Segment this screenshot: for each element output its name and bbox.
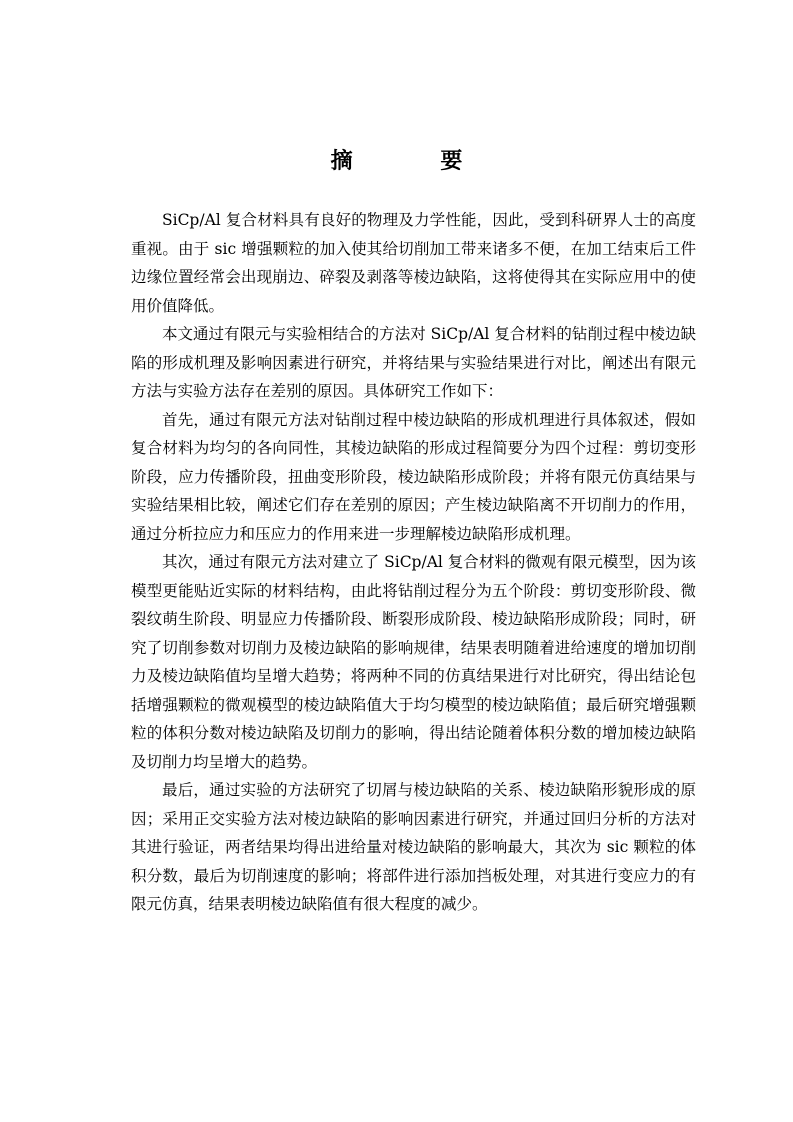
paragraph: 首先，通过有限元方法对钻削过程中棱边缺陷的形成机理进行具体叙述，假如复合材料为均匀的各向同性，其棱边缺陷的形成过程简要分为四个过程：剪切变形阶段，应力传播阶段，扭曲变形阶段，棱边缺陷形成阶段；并将有限元仿真结果与实验结果相比较，阐述它们存在差别的原因；产生棱边缺陷离不开切削力的作用，通过分析拉应力和压应力的作用来进一步理解棱边缺陷形成机理。 xyxy=(131,410,696,543)
abstract-body xyxy=(131,206,696,919)
paragraph: 最后，通过实验的方法研究了切屑与棱边缺陷的关系、棱边缺陷形貌形成的原因；采用正交实验方法对棱边缺陷的影响因素进行研究，并通过回归分析的方法对其进行验证，两者结果均得出进给量对棱边缺陷的影响最大，其次为 sic 颗粒的体积分数，最后为切削速度的影响；将部件进行添加挡板处理，对其进行变应力的有限元仿真，结果表明棱边缺陷值有很大程度的减少。 xyxy=(131,781,696,913)
page-title: 摘 要 xyxy=(330,149,503,174)
paragraph: SiCp/Al 复合材料具有良好的物理及力学性能，因此，受到科研界人士的高度重视。由于 sic 增强颗粒的加入使其给切削加工带来诸多不便，在加工结束后工件边缘位置经常会出现崩边、碎裂及剥落等棱边缺陷，这将使得其在实际应用中的使用价值降低。 xyxy=(131,211,696,315)
paragraph: 本文通过有限元与实验相结合的方法对 SiCp/Al 复合材料的钻削过程中棱边缺陷的形成机理及影响因素进行研究，并将结果与实验结果进行对比，阐述出有限元方法与实验方法存在差别的原因。具体研究工作如下： xyxy=(131,325,696,400)
paragraph: 其次，通过有限元方法对建立了 SiCp/Al 复合材料的微观有限元模型，因为该模型更能贴近实际的材料结构，由此将钻削过程分为五个阶段：剪切变形阶段、微裂纹萌生阶段、明显应力传播阶段、断裂形成阶段、棱边缺陷形成阶段；同时，研究了切削参数对切削力及棱边缺陷的影响规律，结果表明随着进给速度的增加切削力及棱边缺陷值均呈增大趋势；将两种不同的仿真结果进行对比研究，得出结论包括增强颗粒的微观模型的棱边缺陷值大于均匀模型的棱边缺陷值；最后研究增强颗粒的体积分数对棱边缺陷及切削力的影响，得出结论随着体积分数的增加棱边缺陷及切削力均呈增大的趋势。 xyxy=(131,553,696,771)
